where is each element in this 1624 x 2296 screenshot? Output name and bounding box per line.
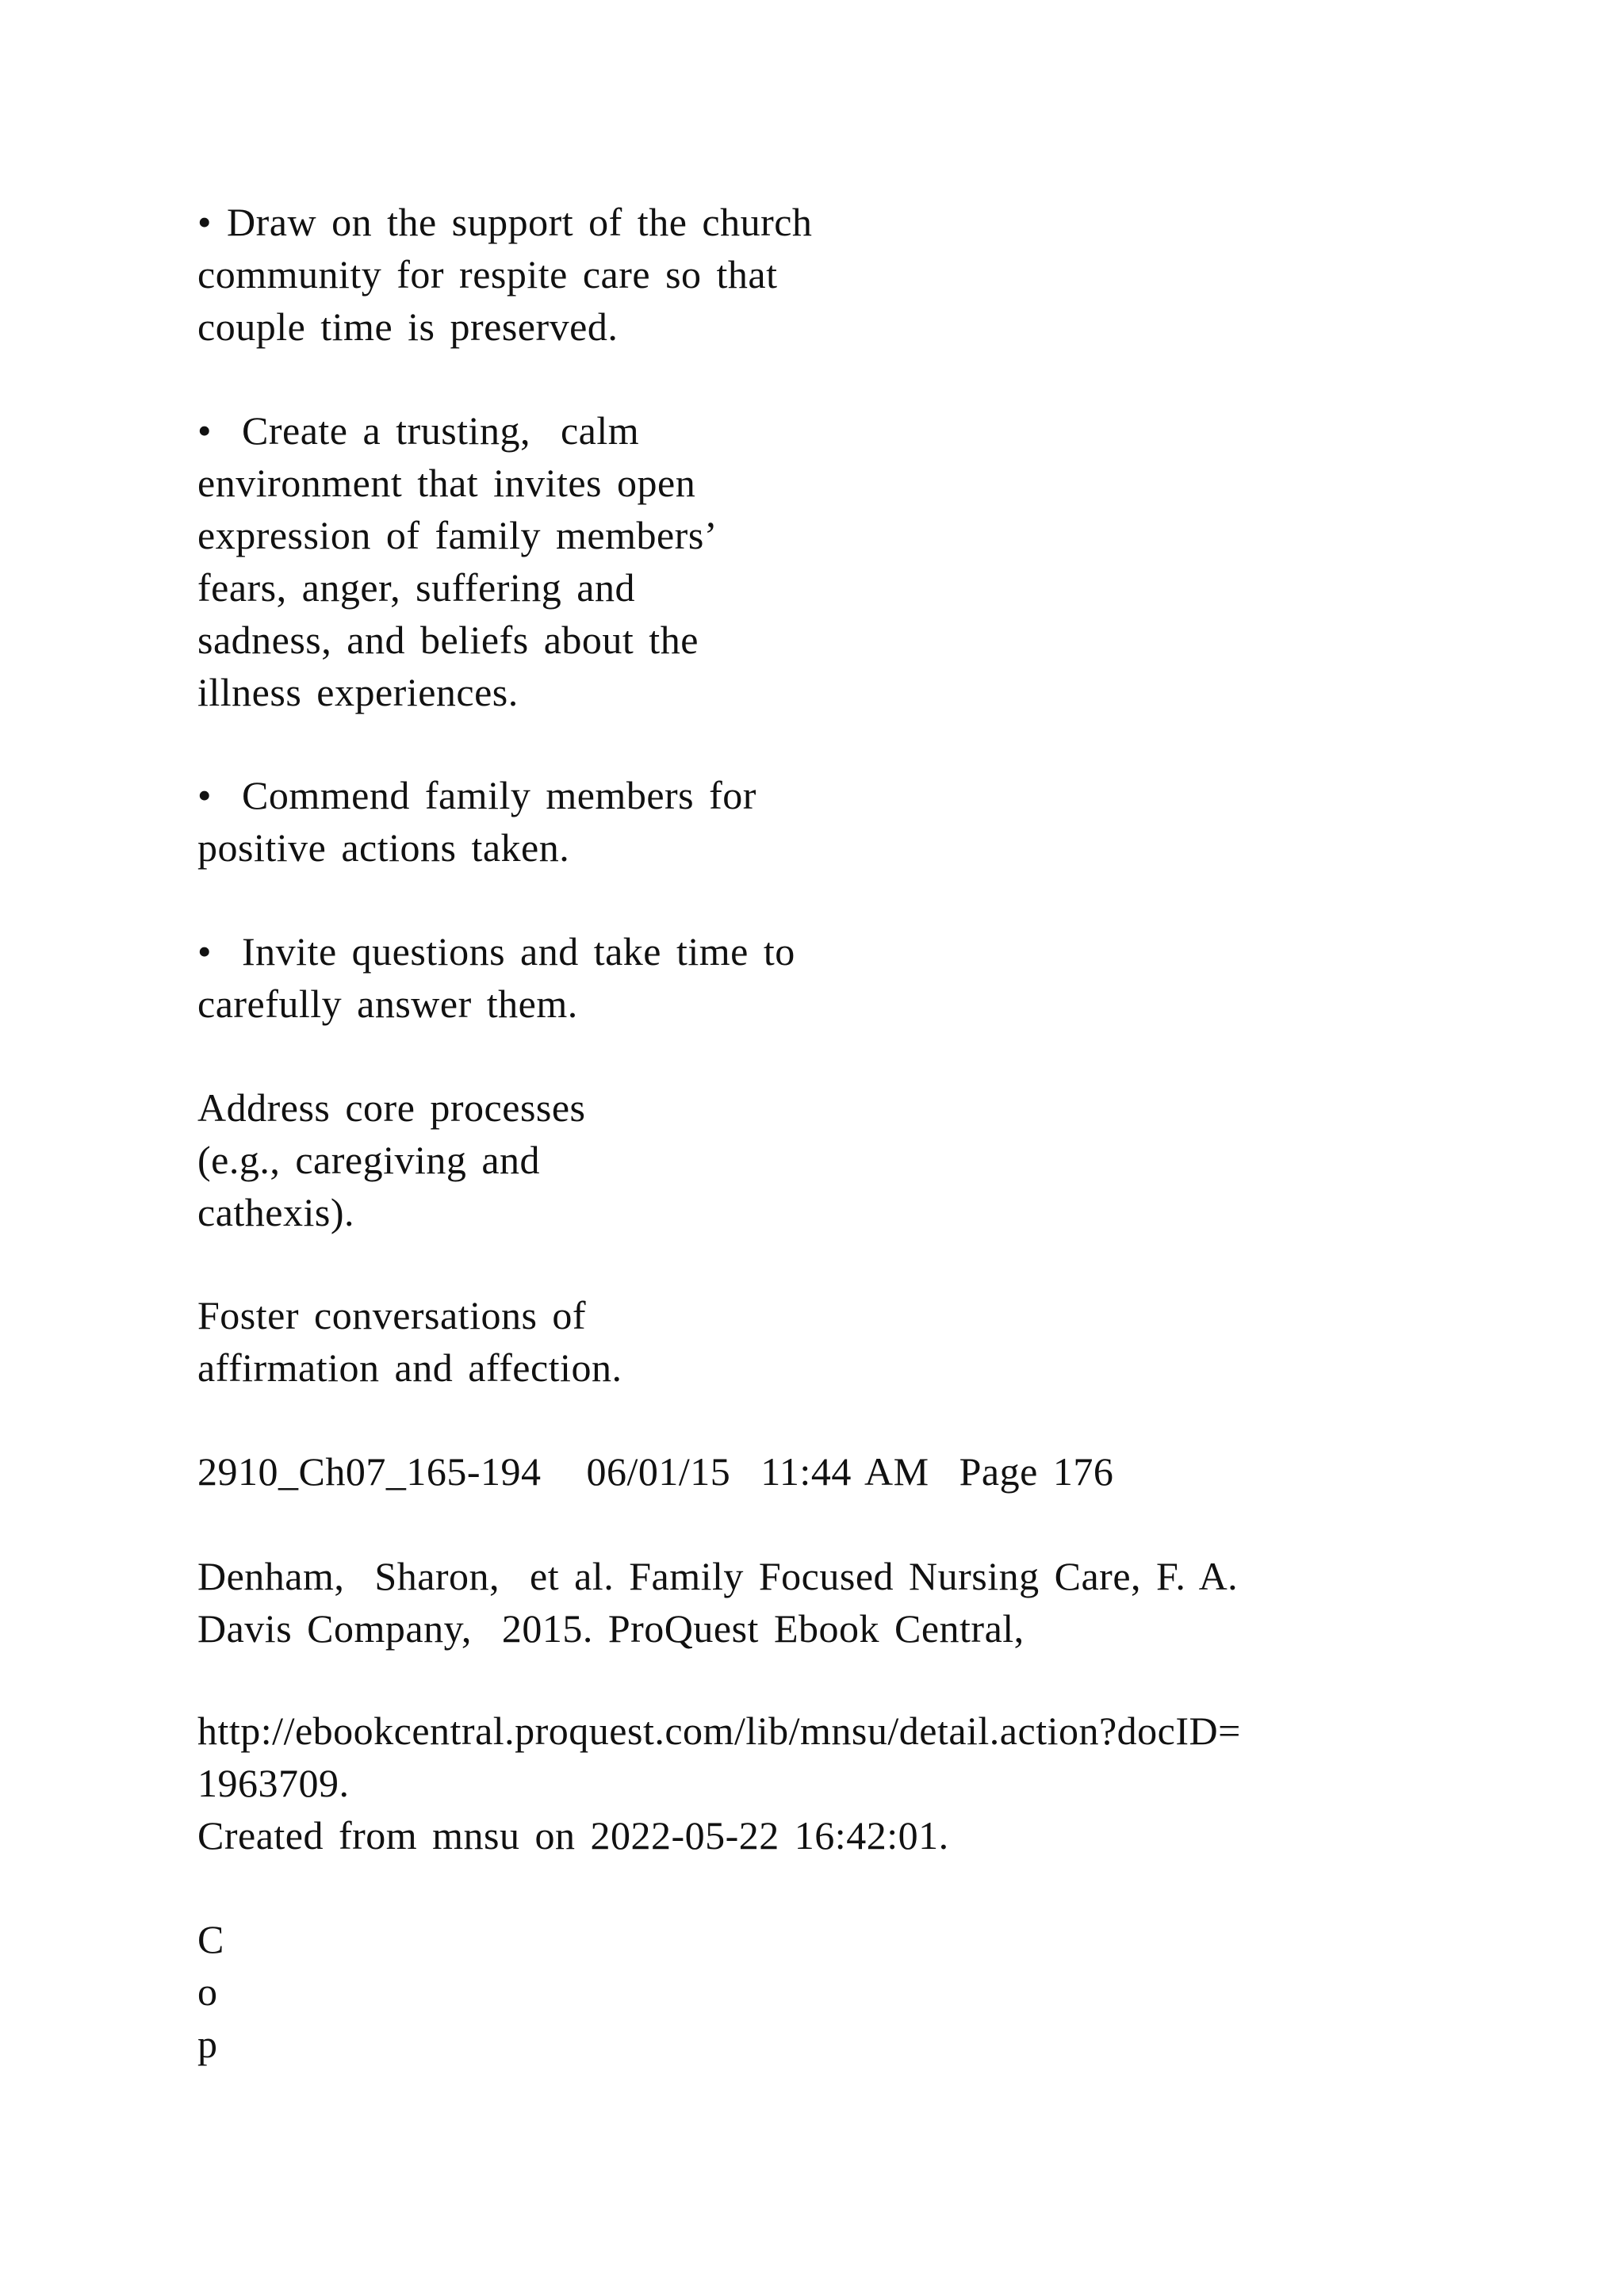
source-url [197, 1705, 1241, 1862]
text-line: Davis Company, 2015. ProQuest Ebook Central, [197, 1606, 1025, 1651]
text-line: fears, anger, suffering and [197, 565, 635, 610]
text-line: (e.g., caregiving and [197, 1138, 541, 1182]
paragraph-core-processes [197, 1081, 586, 1238]
bullet-respite-care [197, 196, 812, 353]
text-line: positive actions taken. [197, 825, 570, 870]
text-line: couple time is preserved. [197, 304, 619, 349]
text-line: • Invite questions and take time to [197, 929, 795, 974]
text-line: community for respite care so that [197, 252, 778, 297]
text-line: environment that invites open [197, 461, 696, 505]
text-line: • Commend family members for [197, 773, 756, 817]
text-line: 2910_Ch07_165-194 06/01/15 11:44 AM Page 176 [197, 1449, 1114, 1494]
text-line: 1963709. [197, 1761, 350, 1805]
text-line: Denham, Sharon, et al. Family Focused Nursing Care, F. A. [197, 1554, 1239, 1598]
text-line: p [197, 2022, 218, 2066]
vertical-watermark-letters [197, 1913, 224, 2070]
bullet-commend-family [197, 769, 756, 874]
paragraph-foster-conversations [197, 1289, 622, 1394]
text-line: cathexis). [197, 1190, 354, 1234]
text-line: Foster conversations of [197, 1293, 587, 1337]
text-line: expression of family members’ [197, 513, 718, 557]
text-line: http://ebookcentral.proquest.com/lib/mnsu/detail.action?docID= [197, 1709, 1241, 1753]
text-line: sadness, and beliefs about the [197, 618, 699, 662]
text-line: o [197, 1969, 218, 2014]
text-line: • Create a trusting, calm [197, 408, 640, 453]
citation [197, 1550, 1238, 1655]
bullet-trusting-environment [197, 404, 718, 718]
bullet-invite-questions [197, 925, 795, 1030]
text-line: illness experiences. [197, 670, 519, 714]
text-line: • Draw on the support of the church [197, 200, 813, 244]
text-line: Address core processes [197, 1085, 586, 1130]
text-line: Created from mnsu on 2022-05-22 16:42:01. [197, 1813, 949, 1858]
text-line: affirmation and affection. [197, 1345, 622, 1390]
text-line: C [197, 1917, 224, 1961]
page-header-line [197, 1445, 1113, 1498]
text-line: carefully answer them. [197, 982, 578, 1026]
